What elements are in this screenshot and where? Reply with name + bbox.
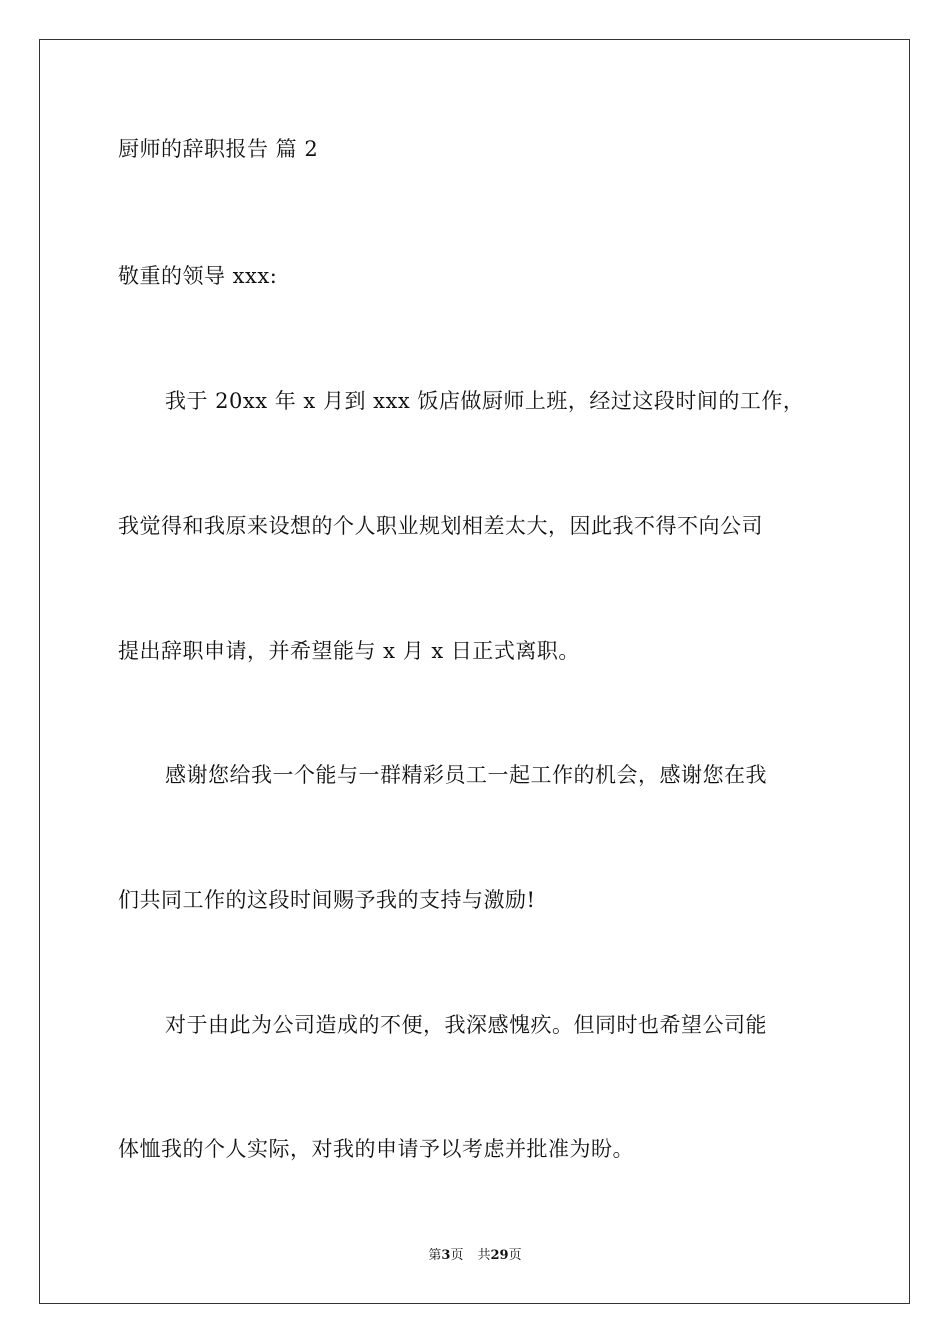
total-prefix: 共: [477, 1248, 491, 1263]
paragraph-line: 对于由此为公司造成的不便，我深感愧疚。但同时也希望公司能: [165, 1013, 767, 1037]
salutation: 敬重的领导 xxx:: [118, 264, 278, 288]
page-number: 3: [441, 1248, 451, 1263]
page-suffix: 页: [450, 1248, 464, 1263]
paragraph-line: 提出辞职申请，并希望能与 x 月 x 日正式离职。: [118, 639, 580, 663]
paragraph-line: 我觉得和我原来设想的个人职业规划相差太大，因此我不得不向公司: [118, 514, 763, 538]
page-prefix: 第: [428, 1248, 442, 1263]
page-border: [39, 39, 910, 1304]
paragraph-line: 体恤我的个人实际，对我的申请予以考虑并批准为盼。: [118, 1137, 634, 1161]
total-pages: 29: [490, 1248, 509, 1263]
paragraph-line: 我于 20xx 年 x 月到 xxx 饭店做厨师上班，经过这段时间的工作，: [165, 389, 805, 413]
paragraph-line: 感谢您给我一个能与一群精彩员工一起工作的机会，感谢您在我: [165, 763, 767, 787]
paragraph-line: 们共同工作的这段时间赐予我的支持与激励!: [118, 888, 536, 912]
page-footer: [0, 1247, 950, 1265]
total-suffix: 页: [508, 1248, 522, 1263]
document-heading: 厨师的辞职报告 篇 2: [118, 137, 319, 161]
